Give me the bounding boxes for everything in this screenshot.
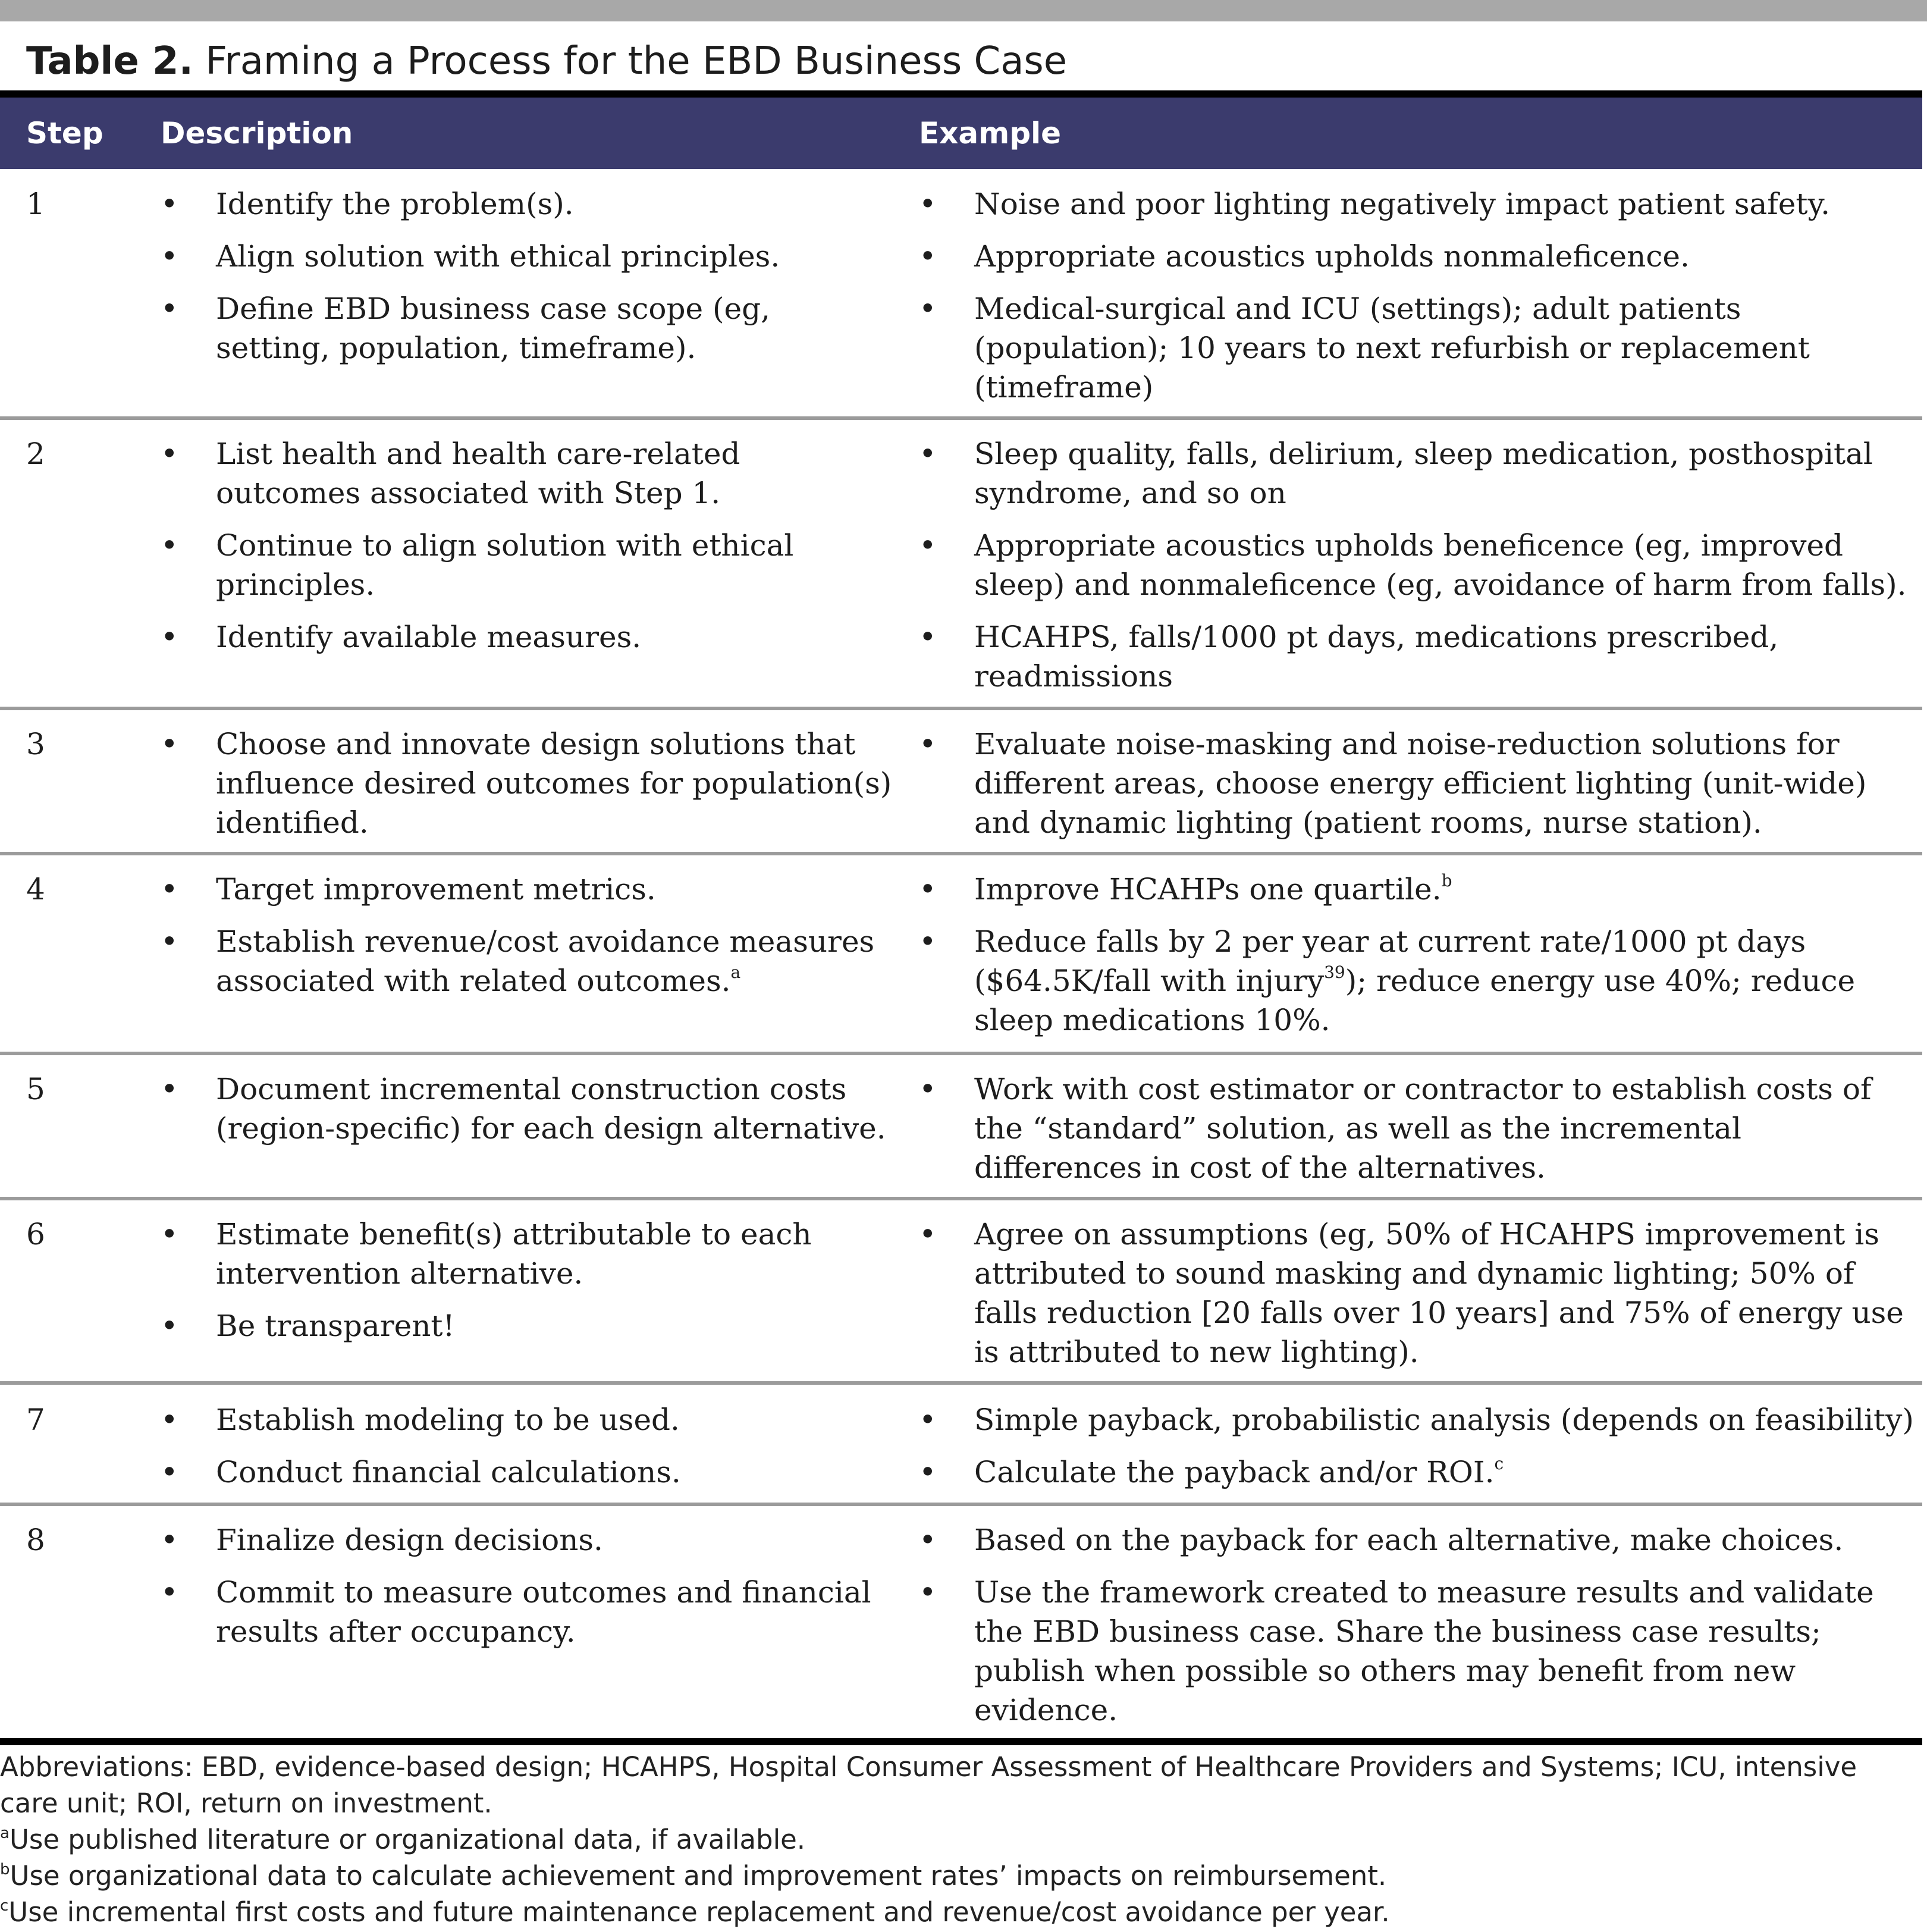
footnote-marker-a: a <box>0 1824 10 1842</box>
title-rule <box>0 90 1922 98</box>
item-text: Establish revenue/cost avoidance measures associated with related outcomes. <box>216 924 875 998</box>
list-item: • Target improvement metrics. <box>161 870 892 909</box>
description-list <box>161 870 892 1014</box>
list-item: • Identify available measures. <box>161 617 892 657</box>
column-header-example: Example <box>919 116 1062 150</box>
footnote-c <box>0 1894 1921 1930</box>
list-item <box>919 1453 1918 1492</box>
bottom-rule <box>0 1738 1922 1745</box>
item-text-continued: ); reduce energy use 40%; reduce sleep medications 10%. <box>974 964 1856 1037</box>
description-list <box>161 184 892 381</box>
item-text: Improve HCAHPs one quartile. <box>974 872 1442 907</box>
list-item <box>919 922 1918 1040</box>
description-list <box>161 434 892 670</box>
example-list <box>919 184 1918 420</box>
top-rule <box>0 0 1927 21</box>
row-divider <box>0 707 1922 710</box>
description-list <box>161 1070 892 1161</box>
table-title <box>26 34 1067 88</box>
list-item <box>161 922 892 1000</box>
example-list <box>919 1520 1918 1743</box>
footnote-ref-a: a <box>730 962 741 982</box>
table-label: Table 2. <box>26 39 193 83</box>
list-item: • Align solution with ethical principles. <box>161 237 892 276</box>
step-number: 2 <box>26 437 45 471</box>
list-item: • Evaluate noise-masking and noise-reduction solutions for different areas, choose energy efficient lighting (unit-wide) and dynamic lighting (patient rooms, nurse station). <box>919 724 1918 842</box>
step-number: 5 <box>26 1072 45 1106</box>
list-item: • Noise and poor lighting negatively impact patient safety. <box>919 184 1918 224</box>
description-list <box>161 1215 892 1359</box>
table-header <box>0 98 1922 169</box>
row-divider <box>0 1381 1922 1385</box>
abbreviations-note: Abbreviations: EBD, evidence-based design; HCAHPS, Hospital Consumer Assessment of Healthcare Providers and Systems; ICU, intensive care unit; ROI, return on investment. <box>0 1751 1857 1819</box>
footnote-text: Use published literature or organizational data, if available. <box>9 1824 806 1855</box>
list-item: • Be transparent! <box>161 1306 892 1346</box>
list-item: • Agree on assumptions (eg, 50% of HCAHPS improvement is attributed to sound masking and dynamic lighting; 50% of falls reduction [20 falls over 10 years] and 75% of energy use is attributed to new lighting). <box>919 1215 1918 1372</box>
list-item: • HCAHPS, falls/1000 pt days, medications prescribed, readmissions <box>919 617 1918 696</box>
list-item: • Work with cost estimator or contractor to establish costs of the “standard” solution, as well as the incremental differences in cost of the alternatives. <box>919 1070 1918 1187</box>
list-item <box>919 870 1918 909</box>
row-divider <box>0 416 1922 420</box>
column-header-description: Description <box>161 116 353 150</box>
list-item: • Based on the payback for each alternative, make choices. <box>919 1520 1918 1560</box>
step-number: 8 <box>26 1523 45 1557</box>
list-item: • Medical-surgical and ICU (settings); adult patients (population); 10 years to next refurbish or replacement (timeframe) <box>919 289 1918 407</box>
list-item: • Identify the problem(s). <box>161 184 892 224</box>
list-item: • Appropriate acoustics upholds beneficence (eg, improved sleep) and nonmaleficence (eg, avoidance of harm from falls). <box>919 526 1918 604</box>
list-item: • Commit to measure outcomes and financial results after occupancy. <box>161 1573 892 1651</box>
item-text: Calculate the payback and/or ROI. <box>974 1455 1495 1489</box>
row-divider <box>0 1197 1922 1200</box>
list-item: • List health and health care-related outcomes associated with Step 1. <box>161 434 892 513</box>
example-list <box>919 1400 1918 1505</box>
column-header-step: Step <box>26 116 103 150</box>
list-item: • Conduct financial calculations. <box>161 1453 892 1492</box>
step-number: 1 <box>26 187 45 221</box>
list-item: • Sleep quality, falls, delirium, sleep medication, posthospital syndrome, and so on <box>919 434 1918 513</box>
citation-ref: 39 <box>1324 962 1345 982</box>
table-caption: Framing a Process for the EBD Business Case <box>205 39 1068 83</box>
list-item: • Define EBD business case scope (eg, setting, population, timeframe). <box>161 289 892 368</box>
row-divider <box>0 852 1922 855</box>
list-item: • Document incremental construction costs (region-specific) for each design alternative. <box>161 1070 892 1148</box>
footnote-ref-b: b <box>1441 871 1452 890</box>
list-item: • Choose and innovate design solutions that influence desired outcomes for population(s) identified. <box>161 724 892 842</box>
description-list <box>161 1520 892 1664</box>
example-list <box>919 1215 1918 1385</box>
example-list <box>919 870 1918 1053</box>
step-number: 7 <box>26 1403 45 1437</box>
footnote-b <box>0 1858 1921 1894</box>
list-item: • Appropriate acoustics upholds nonmaleficence. <box>919 237 1918 276</box>
list-item: • Estimate benefit(s) attributable to each intervention alternative. <box>161 1215 892 1293</box>
row-divider <box>0 1503 1922 1506</box>
description-list <box>161 724 892 855</box>
list-item: • Simple payback, probabilistic analysis (depends on feasibility) <box>919 1400 1918 1439</box>
footnotes <box>0 1749 1921 1930</box>
description-list <box>161 1400 892 1505</box>
footnote-marker-b: b <box>0 1861 10 1878</box>
example-list <box>919 1070 1918 1200</box>
step-number: 6 <box>26 1217 45 1252</box>
footnote-marker-c: c <box>0 1897 9 1915</box>
list-item: • Continue to align solution with ethical principles. <box>161 526 892 604</box>
list-item: • Establish modeling to be used. <box>161 1400 892 1439</box>
item-text: Reduce falls by 2 per year at current rate/1000 pt days ($64.5K/fall with injury <box>974 924 1806 998</box>
step-number: 3 <box>26 727 45 761</box>
step-number: 4 <box>26 872 45 907</box>
row-divider <box>0 1052 1922 1055</box>
list-item: • Finalize design decisions. <box>161 1520 892 1560</box>
list-item: • Use the framework created to measure results and validate the EBD business case. Share the business case results; publish when possible so others may benefit from new evidence. <box>919 1573 1918 1730</box>
example-list <box>919 724 1918 855</box>
footnote-text: Use organizational data to calculate achievement and improvement rates’ impacts on reimbursement. <box>10 1860 1387 1892</box>
example-list <box>919 434 1918 709</box>
footnote-text: Use incremental first costs and future maintenance replacement and revenue/cost avoidance per year. <box>8 1896 1390 1928</box>
footnote-ref-c: c <box>1494 1454 1504 1473</box>
footnote-a <box>0 1821 1921 1858</box>
